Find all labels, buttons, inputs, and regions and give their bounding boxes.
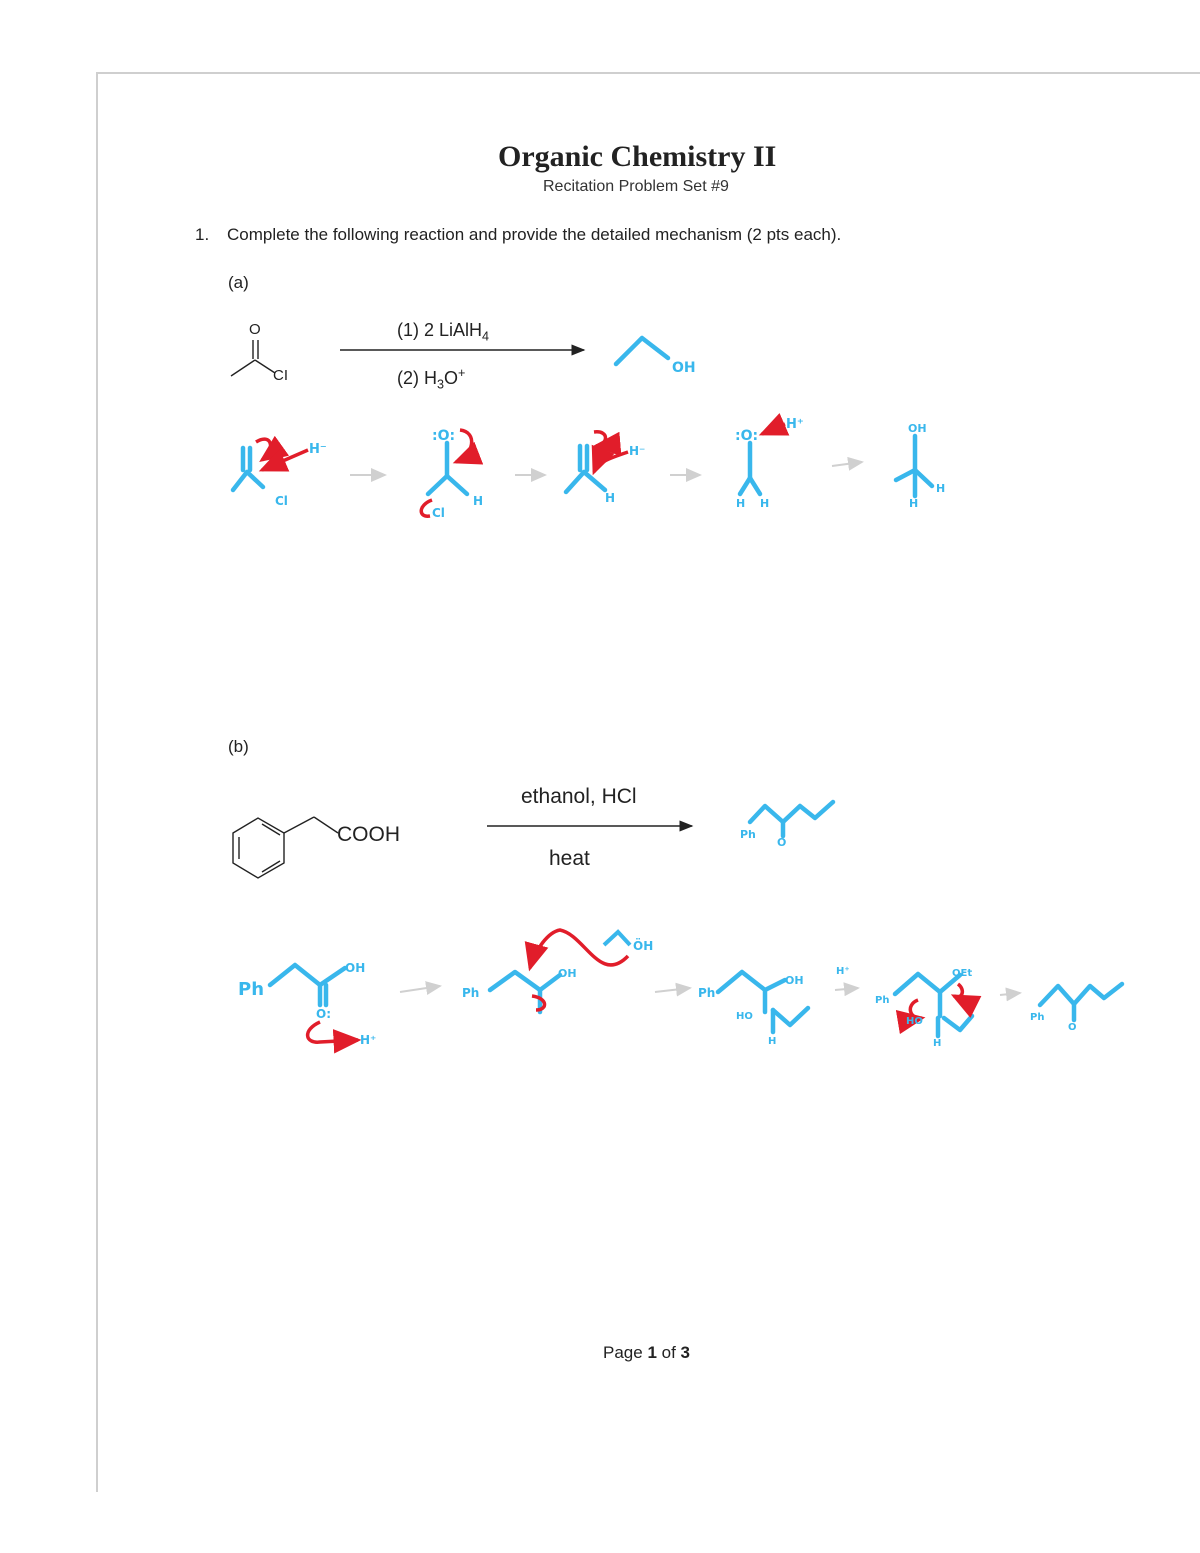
reactant-b-cooh: COOH: [337, 823, 400, 846]
product-a-structure: [616, 338, 668, 364]
svg-text::O:: :O:: [735, 428, 759, 444]
svg-text:HO: HO: [736, 1011, 753, 1022]
product-b-structure: [750, 802, 833, 836]
part-a-label: (a): [228, 273, 249, 292]
svg-text:O: O: [777, 836, 787, 849]
svg-text:ÖH: ÖH: [633, 939, 654, 953]
svg-text:Cl: Cl: [432, 506, 445, 520]
reagent-b-bottom: heat: [549, 847, 590, 870]
svg-text:H: H: [936, 482, 946, 495]
svg-text:HO: HO: [906, 1016, 923, 1027]
svg-text:H⁺: H⁺: [360, 1033, 377, 1047]
svg-text:H: H: [760, 497, 770, 510]
reactant-a-oxygen: O: [249, 321, 261, 338]
svg-text:H: H: [736, 497, 746, 510]
reagent-b-top: ethanol, HCl: [521, 785, 637, 808]
mechanism-a: [233, 417, 945, 520]
question-number: 1.: [195, 225, 210, 244]
reactant-a-chlorine: CI: [273, 367, 288, 384]
reactant-a-structure: [231, 340, 275, 376]
svg-text:Ph: Ph: [740, 828, 756, 841]
svg-text:H: H: [473, 494, 484, 508]
svg-text:H: H: [909, 497, 919, 510]
part-b-label: (b): [228, 737, 249, 756]
reagent-a-step1: (1) 2 LiAlH$_4$: [397, 320, 490, 344]
page-subtitle: Recitation Problem Set #9: [543, 178, 729, 195]
svg-text:Ph: Ph: [238, 979, 265, 1000]
svg-text:Ph: Ph: [462, 986, 480, 1000]
svg-text:OEt: OEt: [952, 968, 973, 979]
svg-text:H⁻: H⁻: [629, 444, 646, 458]
svg-text:Ph: Ph: [698, 986, 716, 1000]
svg-text:H: H: [933, 1038, 942, 1049]
svg-text:OH: OH: [345, 961, 366, 975]
svg-text:H⁻: H⁻: [309, 442, 327, 457]
svg-text:OH: OH: [908, 422, 927, 435]
reactant-b-structure: [233, 817, 338, 878]
svg-text:OH: OH: [785, 974, 804, 987]
svg-text::O:: :O:: [432, 428, 456, 444]
svg-text:H⁺: H⁺: [786, 417, 804, 432]
mechanism-b: [238, 930, 1122, 1049]
reagent-a-step2: (2) $H_3O^+$: [397, 366, 466, 392]
svg-text:Ph: Ph: [1030, 1012, 1045, 1023]
svg-text:Cl: Cl: [275, 494, 288, 508]
svg-text:H⁺: H⁺: [836, 966, 850, 977]
product-a-label: OH: [672, 360, 696, 376]
svg-text:O: O: [1068, 1022, 1077, 1033]
svg-text:OH: OH: [558, 967, 577, 980]
svg-text:H: H: [605, 491, 616, 505]
page-number: Page 1 of 3: [603, 1343, 690, 1362]
page-title: Organic Chemistry II: [498, 140, 777, 173]
svg-text:H: H: [768, 1036, 777, 1047]
svg-text:O:: O:: [316, 1007, 331, 1021]
svg-text:Ph: Ph: [875, 995, 890, 1006]
question-text: Complete the following reaction and provide the detailed mechanism (2 pts each).: [227, 225, 842, 244]
